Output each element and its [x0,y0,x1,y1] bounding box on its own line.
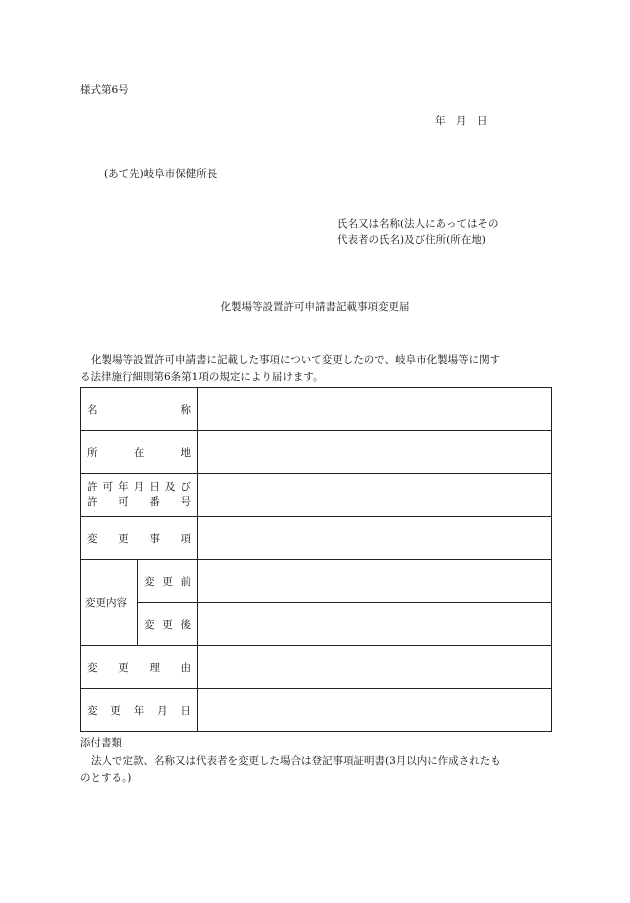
label-char: 変 [144,575,155,588]
field-before[interactable] [198,560,552,603]
label-location [81,431,198,474]
row-permit [81,474,552,517]
attachments-text-line2: のとする。) [80,772,132,784]
field-name[interactable] [198,388,552,431]
label-char: 更 [162,575,173,588]
applicant-label-line2: 代表者の氏名)及び住所(所在地) [337,234,486,246]
label-char: 理 [149,661,160,674]
label-char: 変 [87,661,98,674]
label-char: 名 [87,403,98,416]
label-char: 由 [180,661,191,674]
label-char: 可 [102,481,114,493]
label-char: 地 [180,446,191,459]
label-char: 事 [149,532,160,545]
label-char: 更 [118,532,129,545]
label-char: 号 [180,496,191,508]
label-before [138,560,198,603]
label-char: 年 [133,704,145,717]
label-name [81,388,198,431]
field-location[interactable] [198,431,552,474]
document-title: 化製場等設置許可申請書記載事項変更届 [220,301,410,313]
applicant-label-line1: 氏名又は名称(法人にあってはその [337,218,499,230]
label-char: 許 [87,481,98,493]
label-permit-date-number [81,474,198,517]
form-table [80,387,552,732]
label-char: び [180,481,191,493]
label-char: 称 [180,403,191,416]
label-char: 更 [118,661,129,674]
label-char: 前 [180,575,191,588]
row-change-item [81,517,552,560]
field-permit-date-number[interactable] [198,474,552,517]
label-char: 項 [180,532,191,545]
label-char: 更 [110,704,121,717]
label-char: 日 [180,704,191,717]
label-after [138,603,198,646]
label-char: 更 [162,618,173,631]
label-char: 月 [133,481,145,493]
row-change-date [81,689,552,732]
row-reason [81,646,552,689]
label-change-date [81,689,198,732]
label-char: 許 [87,496,98,508]
label-char: 在 [133,446,145,459]
label-char: 月 [157,704,168,717]
label-char: 後 [180,618,191,631]
addressee: (あて先)岐阜市保健所長 [104,168,218,180]
attachments-title: 添付書類 [80,737,122,749]
body-text-line1: 化製場等設置許可申請書に記載した事項について変更したので、岐阜市化製場等に関す [91,354,501,366]
field-change-date[interactable] [198,689,552,732]
label-reason [81,646,198,689]
label-char: 変 [87,532,98,545]
form-number: 様式第6号 [80,84,129,96]
attachments-text-line1: 法人で定款、名称又は代表者を変更した場合は登記事項証明書(3月以内に作成されたも [91,755,501,767]
label-char: 日 [149,481,160,493]
label-char: 年 [118,481,129,493]
label-change-content: 変更内容 [81,560,138,646]
label-char: 可 [118,496,129,508]
label-char: 番 [149,496,160,508]
field-reason[interactable] [198,646,552,689]
row-name [81,388,552,431]
body-text-line2: る法律施行細則第6条第1項の規定により届けます。 [80,371,324,383]
row-change-before [81,560,552,603]
label-char: 及 [164,481,176,493]
label-char: 変 [144,618,155,631]
date-line: 年 月 日 [435,115,488,127]
label-char: 変 [87,704,98,717]
field-after[interactable] [198,603,552,646]
row-location [81,431,552,474]
label-change-item [81,517,198,560]
label-char: 所 [87,446,98,459]
field-change-item[interactable] [198,517,552,560]
row-change-after [81,603,552,646]
